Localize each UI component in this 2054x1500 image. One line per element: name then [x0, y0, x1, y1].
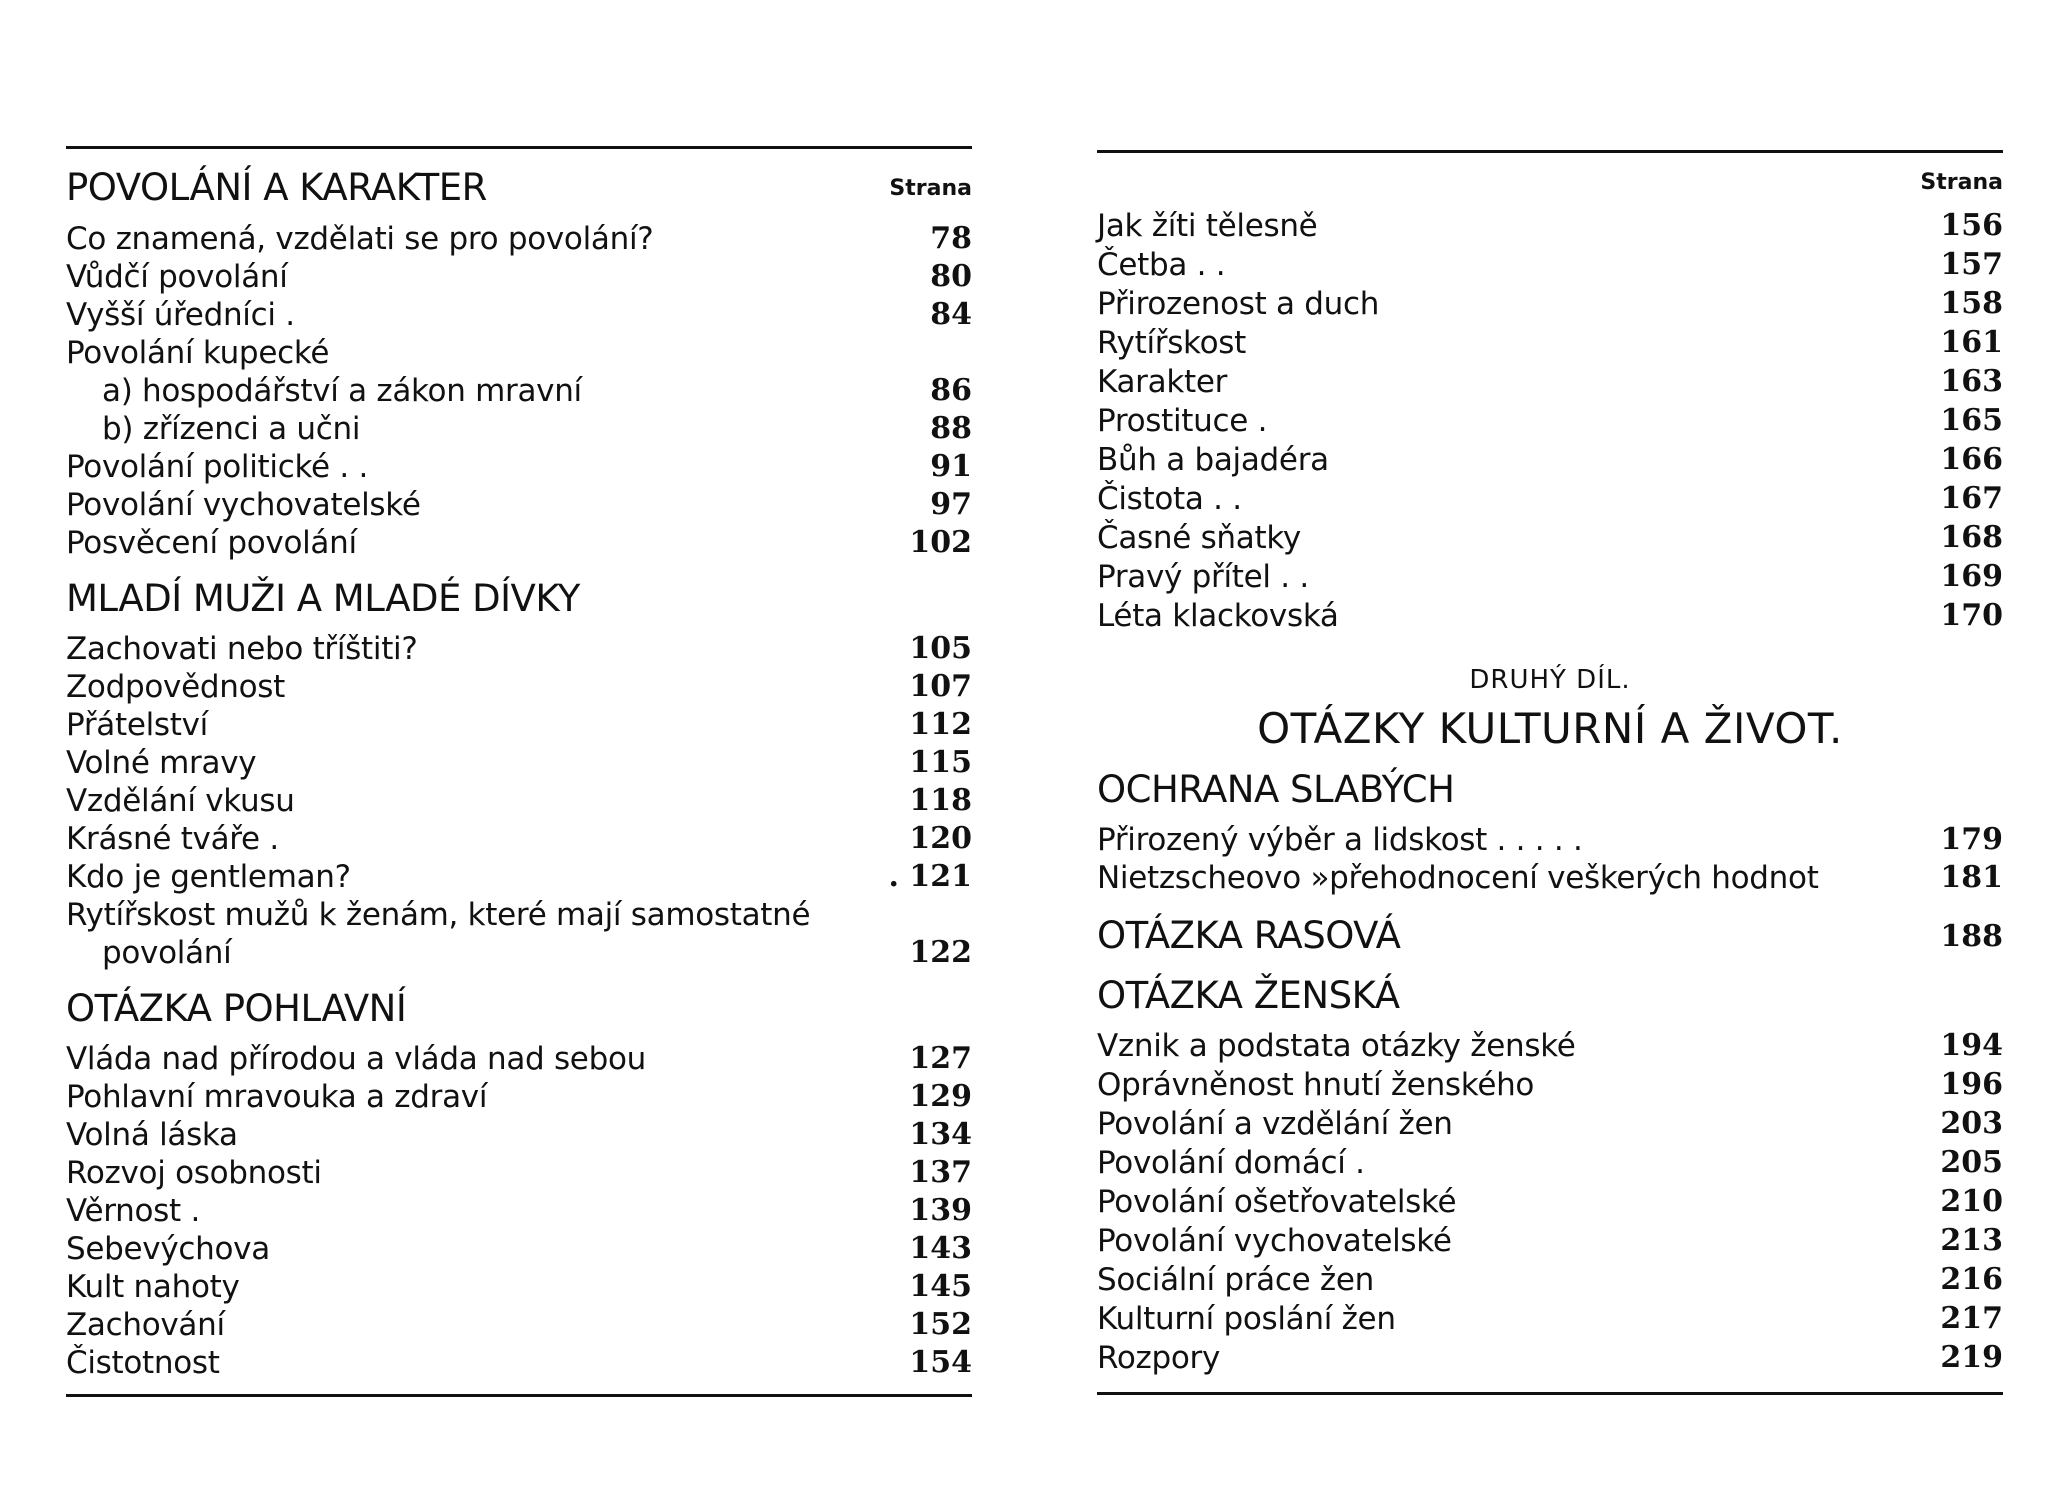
entry-title: Povolání a vzdělání žen [1097, 1106, 1453, 1142]
entry-page: 143 [909, 1231, 972, 1266]
entry-title: Kulturní poslání žen [1097, 1301, 1396, 1337]
toc-entry[interactable] [1097, 207, 2003, 245]
toc-entry[interactable] [1097, 1222, 2003, 1260]
toc-entry[interactable] [66, 1040, 972, 1078]
entry-page: 168 [1940, 520, 2003, 555]
toc-entry[interactable] [66, 820, 972, 858]
entry-page: 196 [1940, 1067, 2003, 1102]
toc-entry[interactable] [66, 744, 972, 782]
entry-title: Vzdělání vkusu [66, 783, 295, 819]
entry-title: Nietzscheovo »přehodnocení veškerých hodnot [1097, 860, 1819, 896]
entry-title: Sebevýchova [66, 1231, 270, 1267]
section-heading: OTÁZKA POHLAVNÍ [66, 987, 407, 1030]
toc-entry[interactable] [1097, 441, 2003, 479]
entry-title: Léta klackovská [1097, 598, 1339, 634]
entry-page: 145 [909, 1269, 972, 1304]
toc-entry[interactable] [66, 782, 972, 820]
entry-title: Krásné tváře . [66, 821, 279, 857]
entry-page: 205 [1940, 1145, 2003, 1180]
entry-page: 122 [909, 935, 972, 970]
toc-entry[interactable] [1097, 480, 2003, 518]
toc-entry[interactable] [1097, 285, 2003, 323]
entry-title: Přirozený výběr a lidskost . . . . . [1097, 822, 1583, 858]
entry-page: 219 [1940, 1340, 2003, 1375]
entry-title: Pohlavní mravouka a zdraví [66, 1079, 488, 1115]
toc-entry[interactable] [66, 1268, 972, 1306]
part-label: DRUHÝ DÍL. [1469, 665, 1631, 695]
entry-title: Vznik a podstata otázky ženské [1097, 1028, 1576, 1064]
entry-title: Vyšší úředníci . [66, 297, 295, 333]
entry-title: Vůdčí povolání [66, 259, 288, 295]
toc-entry[interactable] [1097, 1300, 2003, 1338]
entry-page: 203 [1940, 1106, 2003, 1141]
entry-page: 194 [1940, 1028, 2003, 1063]
entry-title: Povolání vychovatelské [1097, 1223, 1452, 1259]
toc-subentry[interactable] [66, 372, 972, 410]
entry-page: 129 [909, 1079, 972, 1114]
section-heading: MLADÍ MUŽI A MLADÉ DÍVKY [66, 577, 580, 620]
entry-page: 107 [909, 669, 972, 704]
entry-title: Povolání vychovatelské [66, 487, 421, 523]
toc-entry[interactable] [66, 1192, 972, 1230]
entry-title: Povolání domácí . [1097, 1145, 1365, 1181]
entry-title: Co znamená, vzdělati se pro povolání? [66, 221, 654, 257]
entry-page: 84 [930, 297, 972, 332]
entry-page: 157 [1940, 247, 2003, 282]
toc-entry[interactable] [66, 1116, 972, 1154]
entry-page: 167 [1940, 481, 2003, 516]
entry-title: Povolání ošetřovatelské [1097, 1184, 1457, 1220]
toc-entry[interactable] [1097, 324, 2003, 362]
bottom-rule [1097, 1392, 2003, 1395]
entry-title: Věrnost . [66, 1193, 200, 1229]
entry-page: 91 [930, 449, 972, 484]
entry-title: Pravý přítel . . [1097, 559, 1309, 595]
entry-title: Oprávněnost hnutí ženského [1097, 1067, 1535, 1103]
section-heading: OTÁZKA RASOVÁ [1097, 914, 1401, 957]
toc-subentry[interactable] [66, 410, 972, 448]
page-column-label: Strana [1920, 170, 2003, 195]
entry-page: 156 [1940, 208, 2003, 243]
entry-page: 137 [909, 1155, 972, 1190]
top-rule [1097, 150, 2003, 153]
entry-title: Karakter [1097, 364, 1228, 400]
entry-page: 102 [909, 525, 972, 560]
section-heading: OCHRANA SLABÝCH [1097, 768, 1455, 811]
toc-entry[interactable] [1097, 1105, 2003, 1143]
toc-entry[interactable] [1097, 1144, 2003, 1182]
entry-page: 158 [1940, 286, 2003, 321]
entry-page: 86 [930, 373, 972, 408]
entry-page: 105 [909, 631, 972, 666]
entry-title: b) zřízenci a učni [102, 411, 361, 447]
entry-page: 78 [930, 221, 972, 256]
toc-entry[interactable] [1097, 246, 2003, 284]
entry-page: 127 [909, 1041, 972, 1076]
toc-entry[interactable] [66, 1344, 972, 1382]
toc-entry[interactable] [66, 858, 972, 896]
toc-entry[interactable] [1097, 1027, 2003, 1065]
toc-entry[interactable] [66, 524, 972, 562]
toc-entry[interactable] [66, 1306, 972, 1344]
part-title: OTÁZKY KULTURNÍ A ŽIVOT. [1257, 704, 1843, 753]
entry-title: Četba . . [1097, 247, 1226, 283]
toc-entry[interactable] [1097, 363, 2003, 401]
toc-entry[interactable] [66, 896, 972, 934]
entry-title: Bůh a bajadéra [1097, 442, 1329, 478]
bottom-rule [66, 1394, 972, 1397]
entry-page: 163 [1940, 364, 2003, 399]
entry-title: Rytířskost [1097, 325, 1246, 361]
entry-title: Zachovati nebo tříštiti? [66, 631, 418, 667]
toc-entry[interactable] [1097, 558, 2003, 596]
toc-entry[interactable] [1097, 519, 2003, 557]
entry-page: 213 [1940, 1223, 2003, 1258]
entry-title: Přátelství [66, 707, 208, 743]
entry-title: a) hospodářství a zákon mravní [102, 373, 582, 409]
toc-entry[interactable] [66, 1078, 972, 1116]
entry-page: 120 [909, 821, 972, 856]
entry-page: 115 [909, 745, 972, 780]
entry-page: . 121 [888, 859, 972, 894]
entry-page: 134 [909, 1117, 972, 1152]
toc-entry[interactable] [66, 334, 972, 372]
entry-page: 166 [1940, 442, 2003, 477]
entry-title: Povolání kupecké [66, 335, 330, 371]
toc-entry[interactable] [66, 258, 972, 296]
entry-title: Přirozenost a duch [1097, 286, 1380, 322]
page-column-label: Strana [889, 176, 972, 201]
entry-page: 80 [930, 259, 972, 294]
toc-entry[interactable] [66, 486, 972, 524]
entry-page: 118 [909, 783, 972, 818]
toc-entry[interactable] [1097, 1339, 2003, 1377]
entry-title: Čistotnost [66, 1345, 220, 1381]
entry-page: 152 [909, 1307, 972, 1342]
entry-page: 181 [1940, 860, 2003, 895]
entry-page: 170 [1940, 598, 2003, 633]
entry-title: Kdo je gentleman? [66, 859, 351, 895]
entry-page: 88 [930, 411, 972, 446]
entry-title: Rytířskost mužů k ženám, které mají samostatné [66, 897, 811, 933]
top-rule [66, 146, 972, 149]
entry-title: Rozpory [1097, 1340, 1221, 1376]
toc-entry[interactable] [66, 1230, 972, 1268]
toc-entry[interactable] [66, 448, 972, 486]
entry-title: Povolání politické . . [66, 449, 369, 485]
entry-title: povolání [102, 935, 232, 971]
toc-entry[interactable] [66, 706, 972, 744]
entry-title: Jak žíti tělesně [1097, 208, 1318, 244]
entry-page: 188 [1940, 919, 2003, 954]
entry-title: Čistota . . [1097, 481, 1242, 517]
toc-entry[interactable] [66, 630, 972, 668]
entry-title: Sociální práce žen [1097, 1262, 1375, 1298]
toc-entry[interactable] [66, 668, 972, 706]
entry-title: Prostituce . [1097, 403, 1268, 439]
section-heading: POVOLÁNÍ A KARAKTER [66, 166, 487, 209]
toc-entry[interactable] [1097, 859, 2003, 897]
entry-title: Rozvoj osobnosti [66, 1155, 322, 1191]
entry-title: Volné mravy [66, 745, 257, 781]
entry-title: Kult nahoty [66, 1269, 240, 1305]
toc-entry[interactable] [1097, 1066, 2003, 1104]
entry-page: 216 [1940, 1262, 2003, 1297]
entry-title: Volná láska [66, 1117, 238, 1153]
toc-entry[interactable] [1097, 402, 2003, 440]
toc-entry[interactable] [1097, 597, 2003, 635]
toc-entry-continuation[interactable] [66, 934, 972, 972]
entry-page: 210 [1940, 1184, 2003, 1219]
entry-page: 161 [1940, 325, 2003, 360]
entry-title: Časné sňatky [1097, 520, 1301, 556]
entry-page: 179 [1940, 822, 2003, 857]
entry-title: Vláda nad přírodou a vláda nad sebou [66, 1041, 646, 1077]
toc-entry[interactable] [66, 296, 972, 334]
entry-page: 169 [1940, 559, 2003, 594]
toc-section-entry[interactable] [1097, 914, 2003, 958]
entry-title: Zodpovědnost [66, 669, 285, 705]
toc-entry[interactable] [66, 220, 972, 258]
toc-entry[interactable] [1097, 1183, 2003, 1221]
section-heading: OTÁZKA ŽENSKÁ [1097, 974, 1400, 1017]
entry-page: 154 [909, 1345, 972, 1380]
entry-page: 165 [1940, 403, 2003, 438]
entry-title: Zachování [66, 1307, 225, 1343]
entry-page: 112 [909, 707, 972, 742]
toc-entry[interactable] [66, 1154, 972, 1192]
toc-entry[interactable] [1097, 1261, 2003, 1299]
toc-entry[interactable] [1097, 821, 2003, 859]
entry-page: 139 [909, 1193, 972, 1228]
entry-page: 217 [1940, 1301, 2003, 1336]
entry-title: Posvěcení povolání [66, 525, 357, 561]
entry-page: 97 [930, 487, 972, 522]
